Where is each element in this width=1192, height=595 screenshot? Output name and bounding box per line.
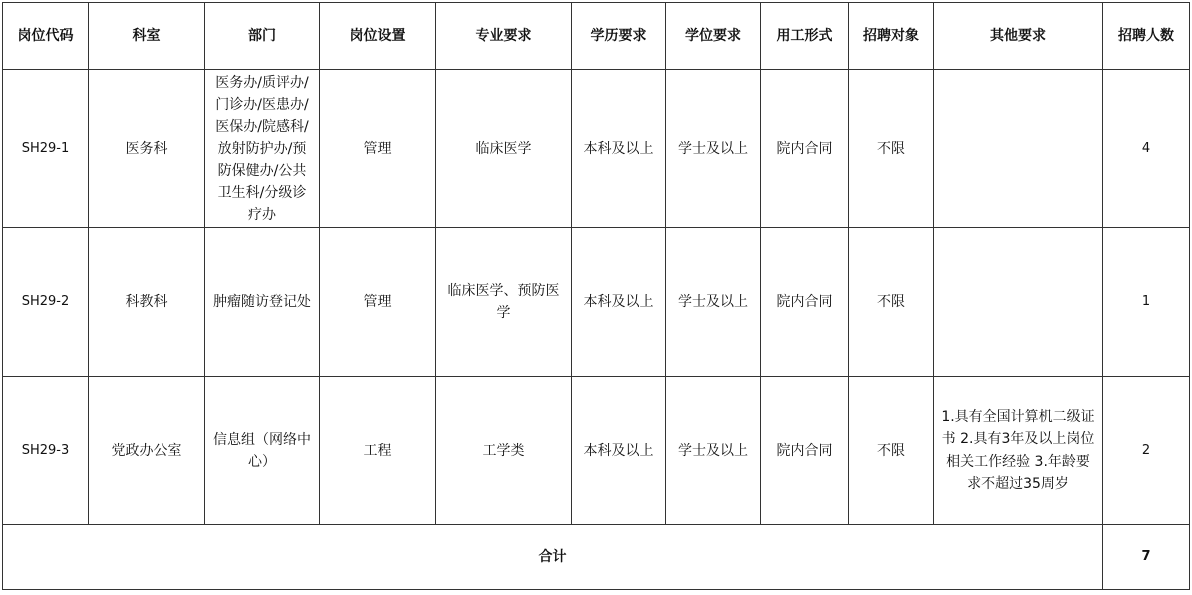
table-row (3, 228, 1190, 377)
cell-major: 工学类 (436, 377, 572, 525)
cell-dept: 医务科 (89, 70, 205, 228)
header-post-code: 岗位代码 (3, 3, 89, 70)
cell-post: 管理 (320, 228, 436, 377)
cell-education: 本科及以上 (572, 70, 666, 228)
cell-employment: 院内合同 (761, 228, 849, 377)
cell-employment: 院内合同 (761, 377, 849, 525)
cell-code: SH29-2 (3, 228, 89, 377)
cell-post: 管理 (320, 70, 436, 228)
cell-division: 肿瘤随访登记处 (205, 228, 320, 377)
header-degree: 学位要求 (666, 3, 761, 70)
total-row (3, 525, 1190, 590)
header-row (3, 3, 1190, 70)
total-count: 7 (1103, 525, 1190, 590)
table-row (3, 377, 1190, 525)
header-major: 专业要求 (436, 3, 572, 70)
cell-count: 1 (1103, 228, 1190, 377)
cell-target: 不限 (849, 228, 934, 377)
cell-major: 临床医学、预防医学 (436, 228, 572, 377)
cell-education: 本科及以上 (572, 228, 666, 377)
cell-count: 2 (1103, 377, 1190, 525)
cell-target: 不限 (849, 377, 934, 525)
cell-other (934, 228, 1103, 377)
header-post-setting: 岗位设置 (320, 3, 436, 70)
cell-code: SH29-3 (3, 377, 89, 525)
cell-other: 1.具有全国计算机二级证书 2.具有3年及以上岗位相关工作经验 3.年龄要求不超过35周岁 (934, 377, 1103, 525)
cell-dept: 党政办公室 (89, 377, 205, 525)
cell-major: 临床医学 (436, 70, 572, 228)
cell-employment: 院内合同 (761, 70, 849, 228)
cell-degree: 学士及以上 (666, 377, 761, 525)
header-count: 招聘人数 (1103, 3, 1190, 70)
header-target: 招聘对象 (849, 3, 934, 70)
total-label: 合计 (3, 525, 1103, 590)
cell-division: 医务办/质评办/门诊办/医患办/医保办/院感科/放射防护办/预防保健办/公共卫生科/分级诊疗办 (205, 70, 320, 228)
cell-division: 信息组（网络中心） (205, 377, 320, 525)
cell-degree: 学士及以上 (666, 228, 761, 377)
header-employment: 用工形式 (761, 3, 849, 70)
header-other: 其他要求 (934, 3, 1103, 70)
cell-post: 工程 (320, 377, 436, 525)
cell-education: 本科及以上 (572, 377, 666, 525)
cell-other (934, 70, 1103, 228)
header-division: 部门 (205, 3, 320, 70)
cell-target: 不限 (849, 70, 934, 228)
cell-dept: 科教科 (89, 228, 205, 377)
header-department: 科室 (89, 3, 205, 70)
cell-code: SH29-1 (3, 70, 89, 228)
table-row (3, 70, 1190, 228)
cell-count: 4 (1103, 70, 1190, 228)
cell-degree: 学士及以上 (666, 70, 761, 228)
recruitment-table (2, 2, 1190, 590)
header-education: 学历要求 (572, 3, 666, 70)
